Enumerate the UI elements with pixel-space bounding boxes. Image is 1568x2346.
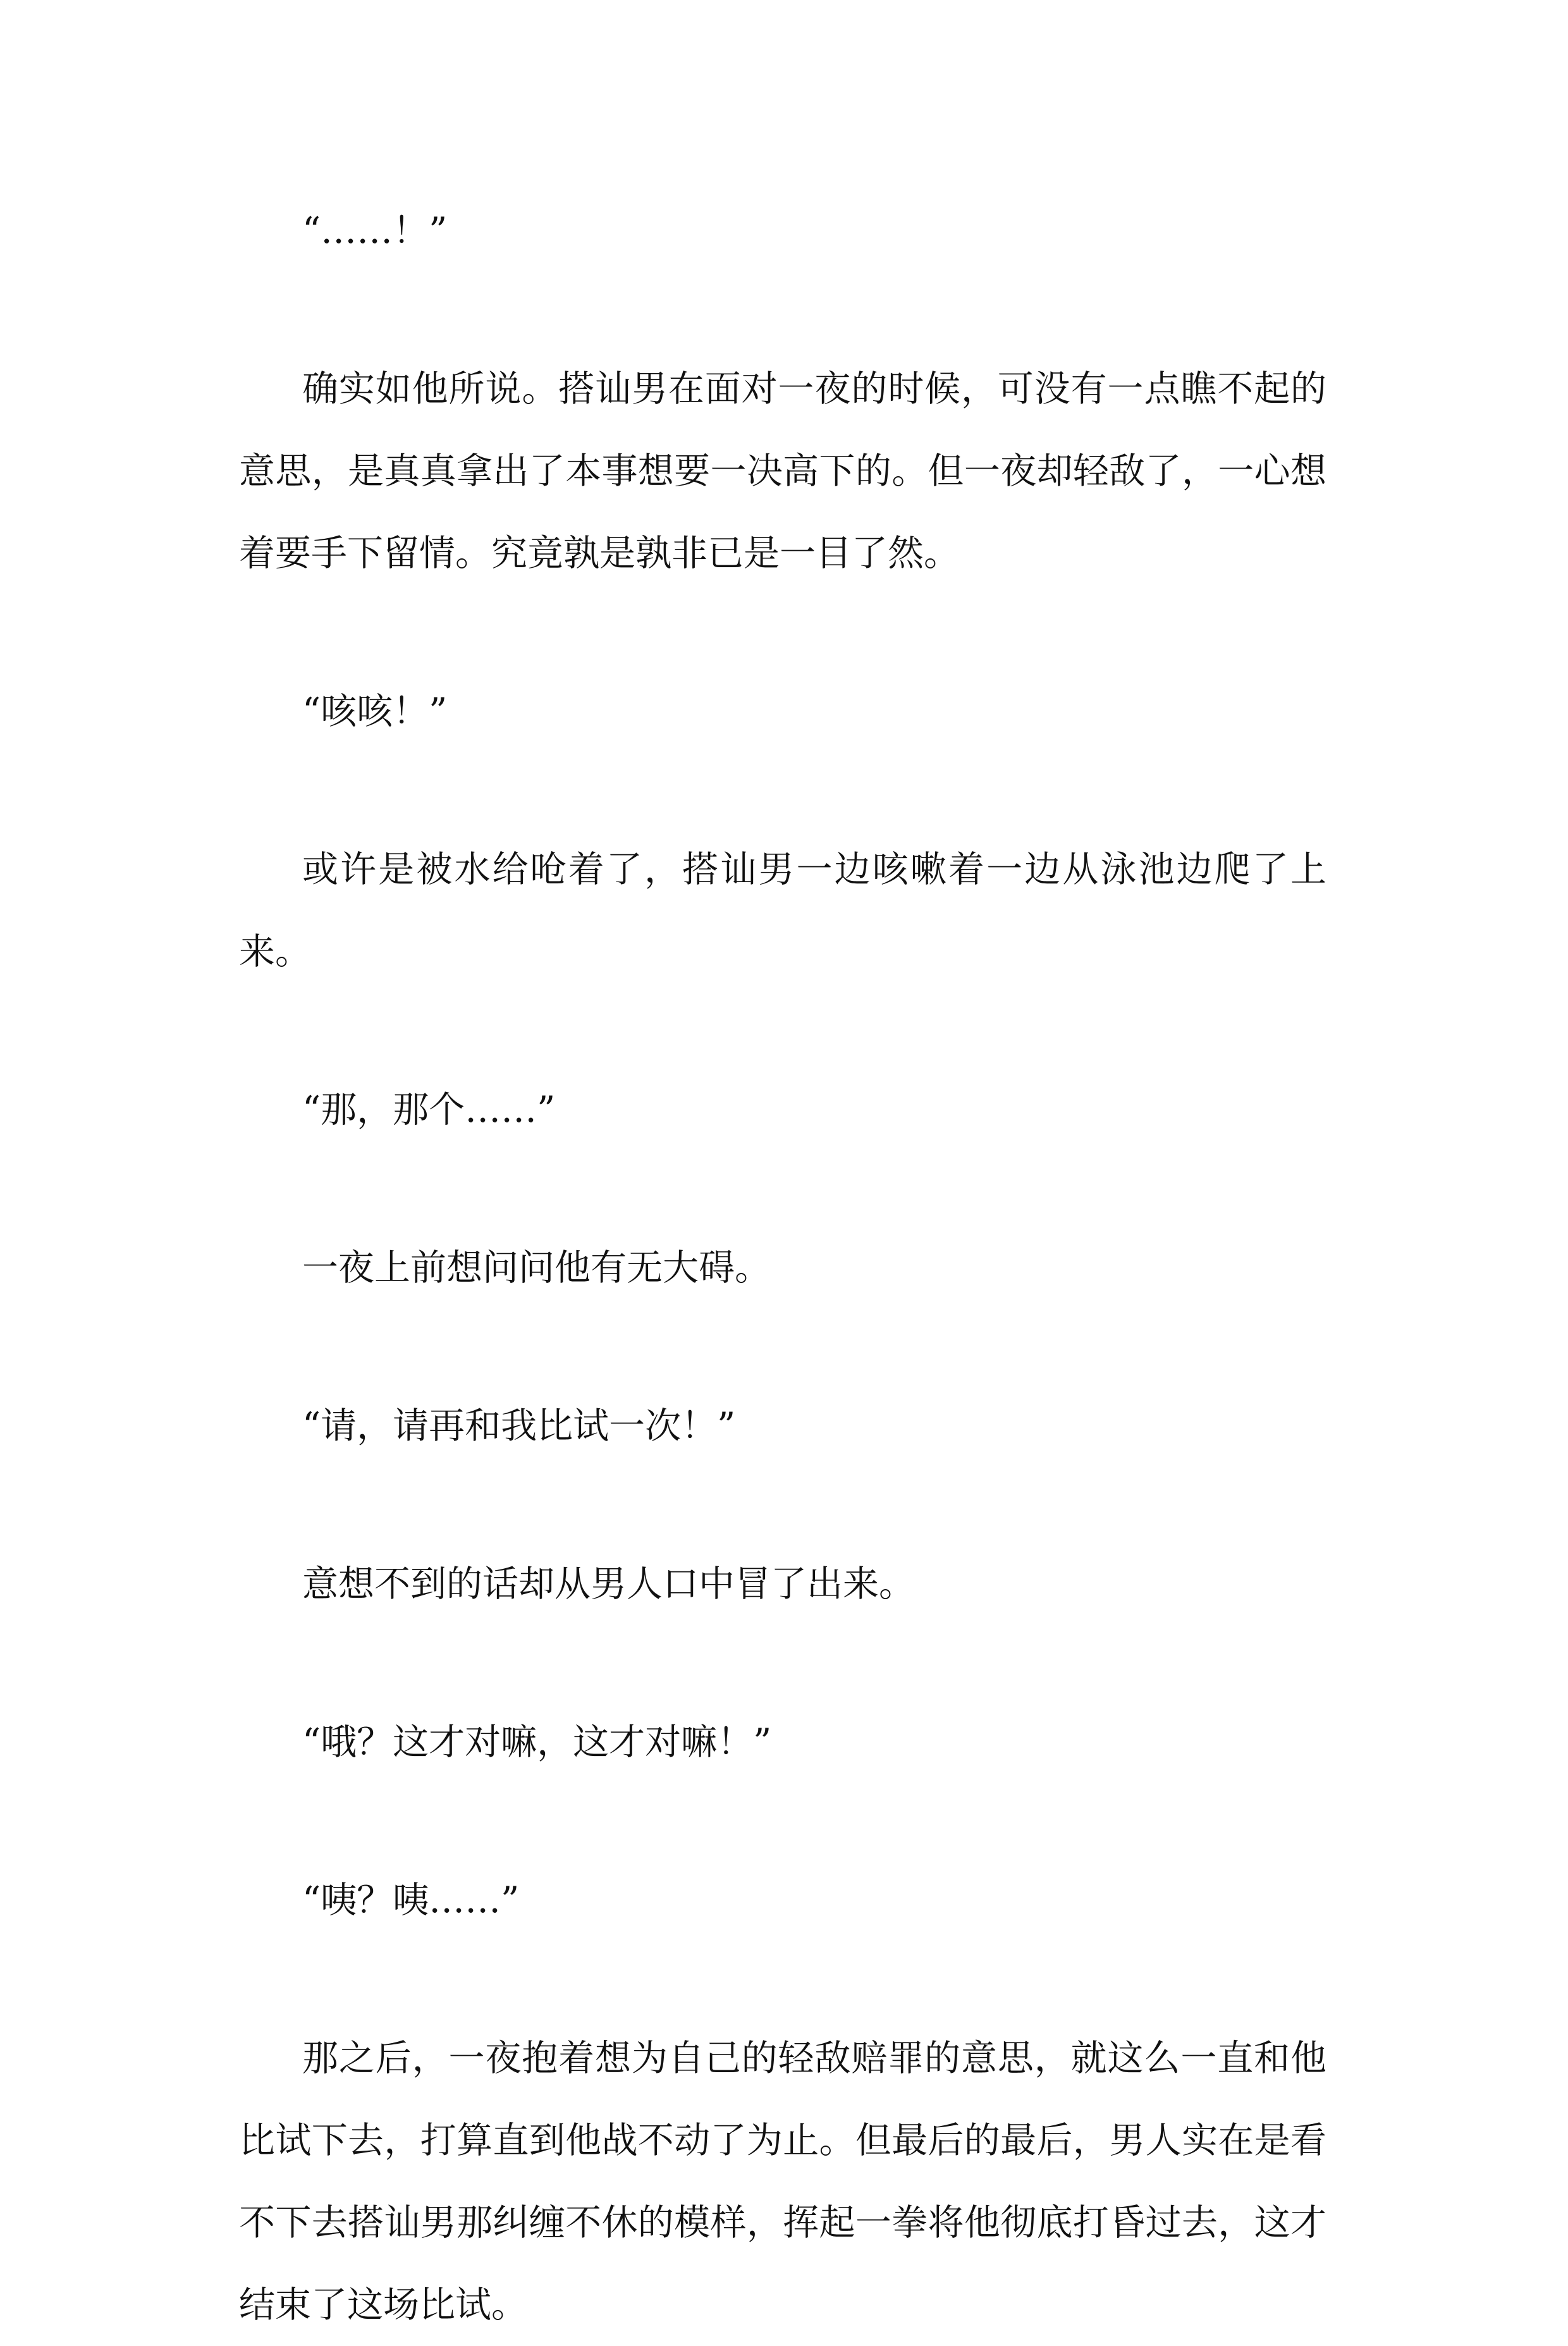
paragraph: “请，请再和我比试一次！” — [302, 1405, 736, 1447]
paragraph: “咦？咦……” — [302, 1879, 520, 1921]
paragraph: “哦？这才对嘛，这才对嘛！” — [302, 1721, 772, 1763]
paragraph: 确实如他所说。搭讪男在面对一夜的时候，可没有一点瞧不起的意思，是真真拿出了本事想要一决高下的。但一夜却轻敌了，一心想着要手下留情。究竟孰是孰非已是一目了然。 — [239, 368, 1326, 574]
paragraph: 或许是被水给呛着了，搭讪男一边咳嗽着一边从泳池边爬了上来。 — [239, 849, 1326, 973]
paragraph: “……！” — [302, 210, 448, 252]
text-column — [239, 190, 1326, 2346]
paragraph: “那，那个……” — [302, 1089, 556, 1131]
paragraph: 那之后，一夜抱着想为自己的轻敌赔罪的意思，就这么一直和他比试下去，打算直到他战不动了为止。但最后的最后，男人实在是看不下去搭讪男那纠缠不休的模样，挥起一拳将他彻底打昏过去，这才结束了这场比试。 — [239, 2037, 1326, 2326]
paragraph: “咳咳！” — [302, 691, 448, 732]
paragraph: 意想不到的话却从男人口中冒了出来。 — [302, 1563, 915, 1605]
paragraph: 一夜上前想问问他有无大碍。 — [302, 1247, 771, 1289]
